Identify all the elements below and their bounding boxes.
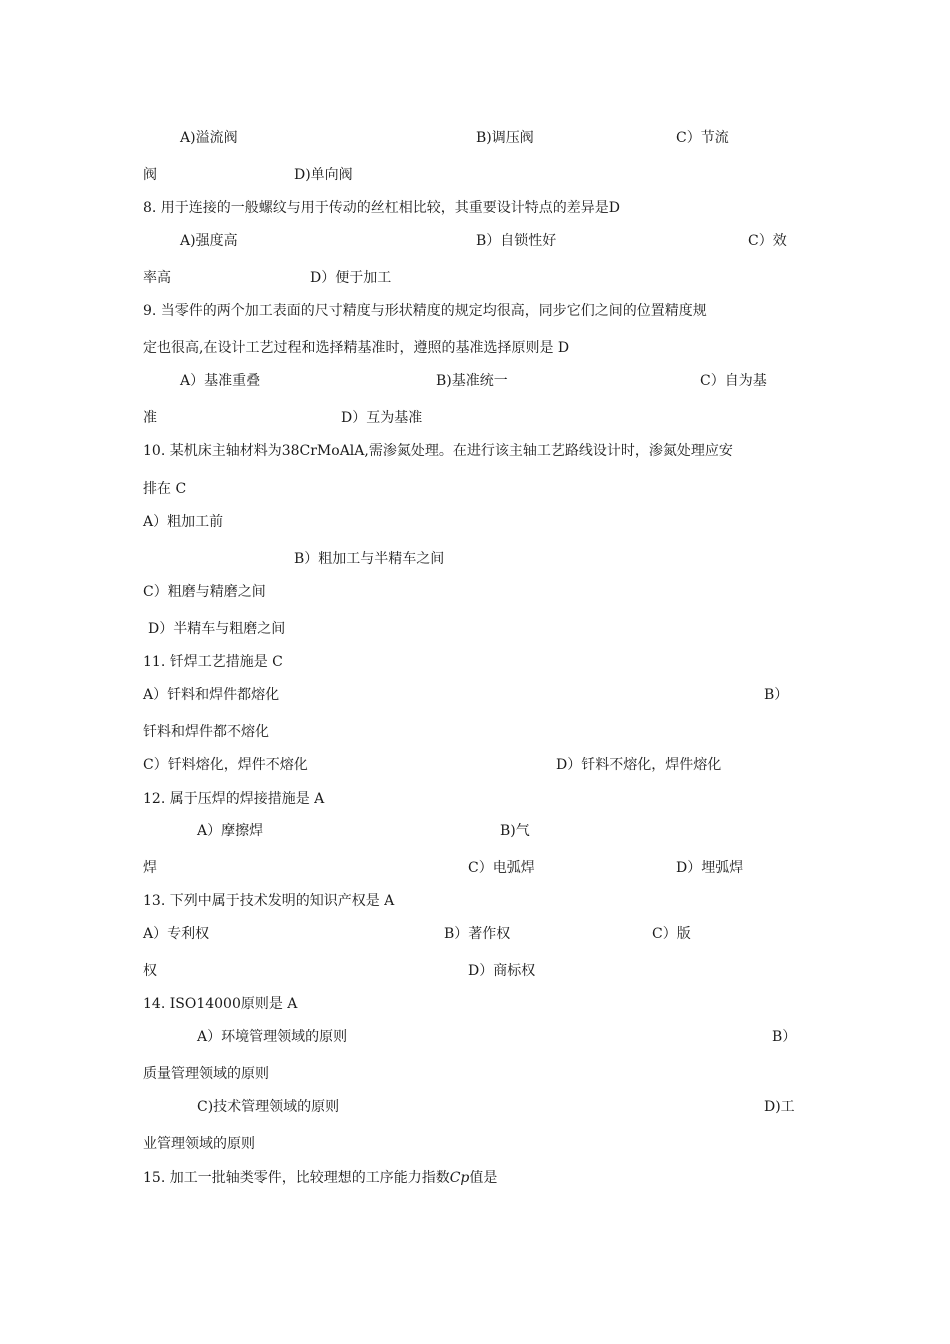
q14-option-b-wrap: 质量管理领域的原则: [143, 1066, 269, 1082]
q8-option-a: A)强度高: [180, 233, 238, 249]
q11-option-c: C）钎料熔化，焊件不熔化: [143, 757, 308, 773]
q8-option-c-wrap: 率高: [143, 270, 171, 286]
q7-option-d: D)单向阀: [294, 167, 353, 183]
q8-option-b: B）自锁性好: [476, 233, 557, 249]
q13-option-a: A）专利权: [143, 926, 210, 942]
q14-option-b: B）: [772, 1029, 797, 1045]
q13-option-c: C）版: [652, 926, 691, 942]
q11-option-a: A）钎料和焊件都熔化: [143, 687, 280, 703]
q11-stem: 11. 钎焊工艺措施是 C: [143, 654, 283, 670]
q8-stem: 8. 用于连接的一般螺纹与用于传动的丝杠相比较，其重要设计特点的差异是D: [143, 200, 621, 216]
q9-stem-line-2: 定也很高,在设计工艺过程和选择精基准时，遵照的基准选择原则是 D: [143, 340, 570, 356]
q15-stem-tail: 值是: [469, 1170, 498, 1186]
q11-option-b: B）: [764, 687, 789, 703]
q9-option-d: D）互为基准: [341, 410, 423, 426]
q14-option-d-wrap: 业管理领域的原则: [143, 1136, 255, 1152]
q9-option-c-wrap: 准: [143, 410, 157, 426]
q10-option-d: D）半精车与粗磨之间: [148, 621, 286, 637]
q7-option-c: C）节流: [676, 130, 729, 146]
q10-option-a: A）粗加工前: [143, 514, 224, 530]
q13-option-c-wrap: 权: [143, 963, 157, 979]
q9-option-c: C）自为基: [700, 373, 767, 389]
q14-option-a: A）环境管理领域的原则: [197, 1029, 348, 1045]
q13-stem: 13. 下列中属于技术发明的知识产权是 A: [143, 893, 395, 909]
q14-stem: 14. ISO14000原则是 A: [143, 996, 298, 1012]
q12-option-c: C）电弧焊: [468, 860, 535, 876]
q9-option-a: A）基准重叠: [180, 373, 261, 389]
q10-option-c: C）粗磨与精磨之间: [143, 584, 266, 600]
cp-symbol: Cp: [449, 1170, 470, 1186]
q12-option-a: A）摩擦焊: [197, 823, 264, 839]
q13-option-d: D）商标权: [468, 963, 536, 979]
q10-stem-line-2: 排在 C: [143, 481, 187, 497]
q11-option-d: D）钎料不熔化，焊件熔化: [556, 757, 722, 773]
q10-option-b: B）粗加工与半精车之间: [294, 551, 445, 567]
q10-stem-line-1: 10. 某机床主轴材料为38CrMoAlA,需渗氮处理。在进行该主轴工艺路线设计时，渗氮处理应安: [143, 443, 733, 459]
q7-option-a: A)溢流阀: [180, 130, 238, 146]
q14-option-d: D)工: [764, 1099, 795, 1115]
q12-stem: 12. 属于压焊的焊接措施是 A: [143, 791, 325, 807]
q15-stem: [143, 1171, 497, 1185]
q7-option-c-wrap: 阀: [143, 167, 157, 183]
q8-option-d: D）便于加工: [310, 270, 392, 286]
q15-stem-text: 15. 加工一批轴类零件，比较理想的工序能力指数: [143, 1170, 450, 1186]
q12-option-d: D）埋弧焊: [676, 860, 744, 876]
q9-stem-line-1: 9. 当零件的两个加工表面的尺寸精度与形状精度的规定均很高，同步它们之间的位置精度规: [143, 303, 707, 319]
q14-option-c: C)技术管理领域的原则: [197, 1099, 340, 1115]
q12-option-b-wrap: 焊: [143, 860, 157, 876]
q11-option-b-wrap: 钎料和焊件都不熔化: [143, 724, 269, 740]
q9-option-b: B)基准统一: [436, 373, 508, 389]
q13-option-b: B）著作权: [444, 926, 511, 942]
q7-option-b: B)调压阀: [476, 130, 534, 146]
q12-option-b: B)气: [500, 823, 530, 839]
q8-option-c: C）效: [748, 233, 787, 249]
